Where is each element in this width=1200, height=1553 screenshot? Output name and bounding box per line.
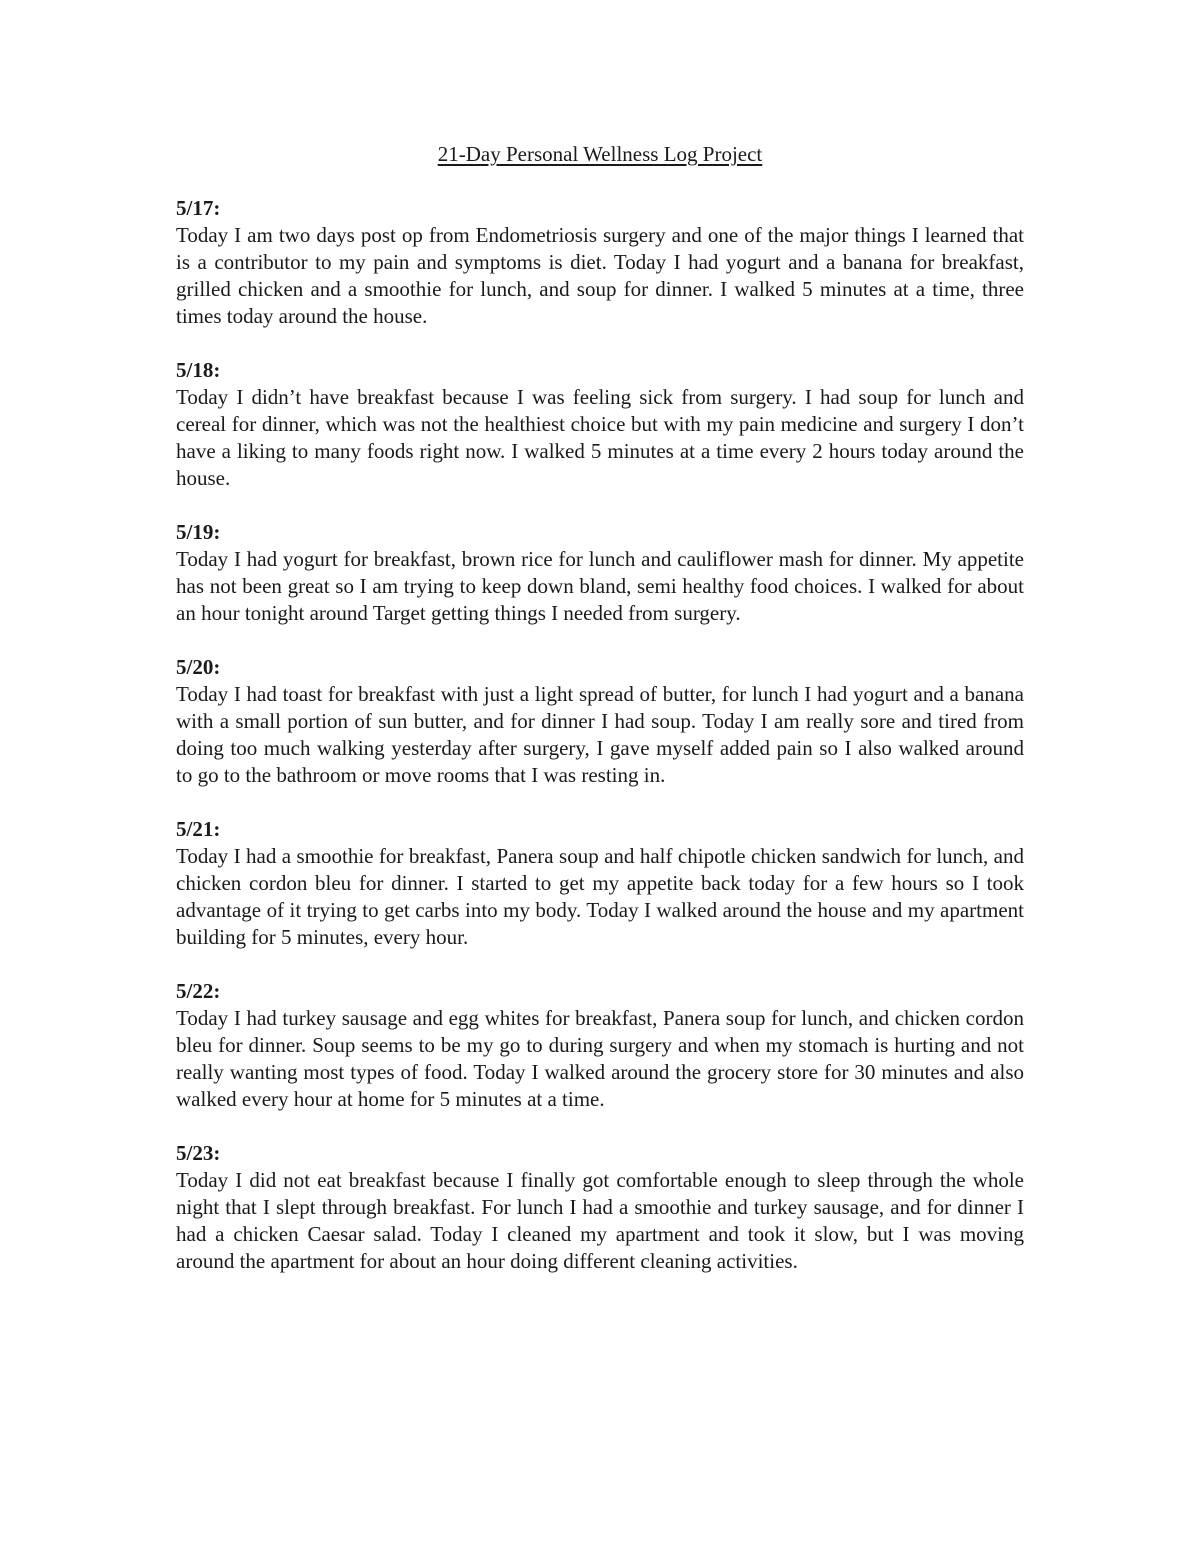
entry-date: 5/18: [176,358,221,382]
log-entry-5-19 [176,519,1024,627]
entry-date: 5/21: [176,817,221,841]
entry-text: Today I didn’t have breakfast because I was feeling sick from surgery. I had soup for lunch and cereal for dinner, which was not the healthiest choice but with my pain medicine and surgery I don’t have a liking to many foods right now. I walked 5 minutes at a time every 2 hours today around the house. [176,385,1024,490]
log-entry-5-21 [176,816,1024,951]
entry-text: Today I am two days post op from Endometriosis surgery and one of the major things I learned that is a contributor to my pain and symptoms is diet. Today I had yogurt and a banana for breakfast, grilled chicken and a smoothie for lunch, and soup for dinner. I walked 5 minutes at a time, three times today around the house. [176,223,1024,328]
log-entry-5-22 [176,978,1024,1113]
entry-text: Today I had turkey sausage and egg whites for breakfast, Panera soup for lunch, and chicken cordon bleu for dinner. Soup seems to be my go to during surgery and when my stomach is hurting and not really wanting most types of food. Today I walked around the grocery store for 30 minutes and also walked every hour at home for 5 minutes at a time. [176,1006,1024,1111]
entry-date: 5/19: [176,520,221,544]
entry-date: 5/23: [176,1141,221,1165]
log-entry-5-23 [176,1140,1024,1275]
entry-text: Today I had a smoothie for breakfast, Panera soup and half chipotle chicken sandwich for lunch, and chicken cordon bleu for dinner. I started to get my appetite back today for a few hours so I took advantage of it trying to get carbs into my body. Today I walked around the house and my apartment building for 5 minutes, every hour. [176,844,1024,949]
document-page [176,140,1024,1302]
entry-text: Today I had yogurt for breakfast, brown rice for lunch and cauliflower mash for dinner. My appetite has not been great so I am trying to keep down bland, semi healthy food choices. I walked for about an hour tonight around Target getting things I needed from surgery. [176,547,1024,625]
log-entry-5-17 [176,195,1024,330]
document-title: 21-Day Personal Wellness Log Project [437,142,763,166]
entry-text: Today I had toast for breakfast with just a light spread of butter, for lunch I had yogurt and a banana with a small portion of sun butter, and for dinner I had soup. Today I am really sore and tired from doing too much walking yesterday after surgery, I gave myself added pain so I also walked around to go to the bathroom or move rooms that I was resting in. [176,682,1024,787]
log-entry-5-20 [176,654,1024,789]
entry-text: Today I did not eat breakfast because I finally got comfortable enough to sleep through the whole night that I slept through breakfast. For lunch I had a smoothie and turkey sausage, and for dinner I had a chicken Caesar salad. Today I cleaned my apartment and took it slow, but I was moving around the apartment for about an hour doing different cleaning activities. [176,1168,1024,1273]
entry-date: 5/22: [176,979,221,1003]
log-entry-5-18 [176,357,1024,492]
entry-date: 5/17: [176,196,221,220]
entry-date: 5/20: [176,655,221,679]
